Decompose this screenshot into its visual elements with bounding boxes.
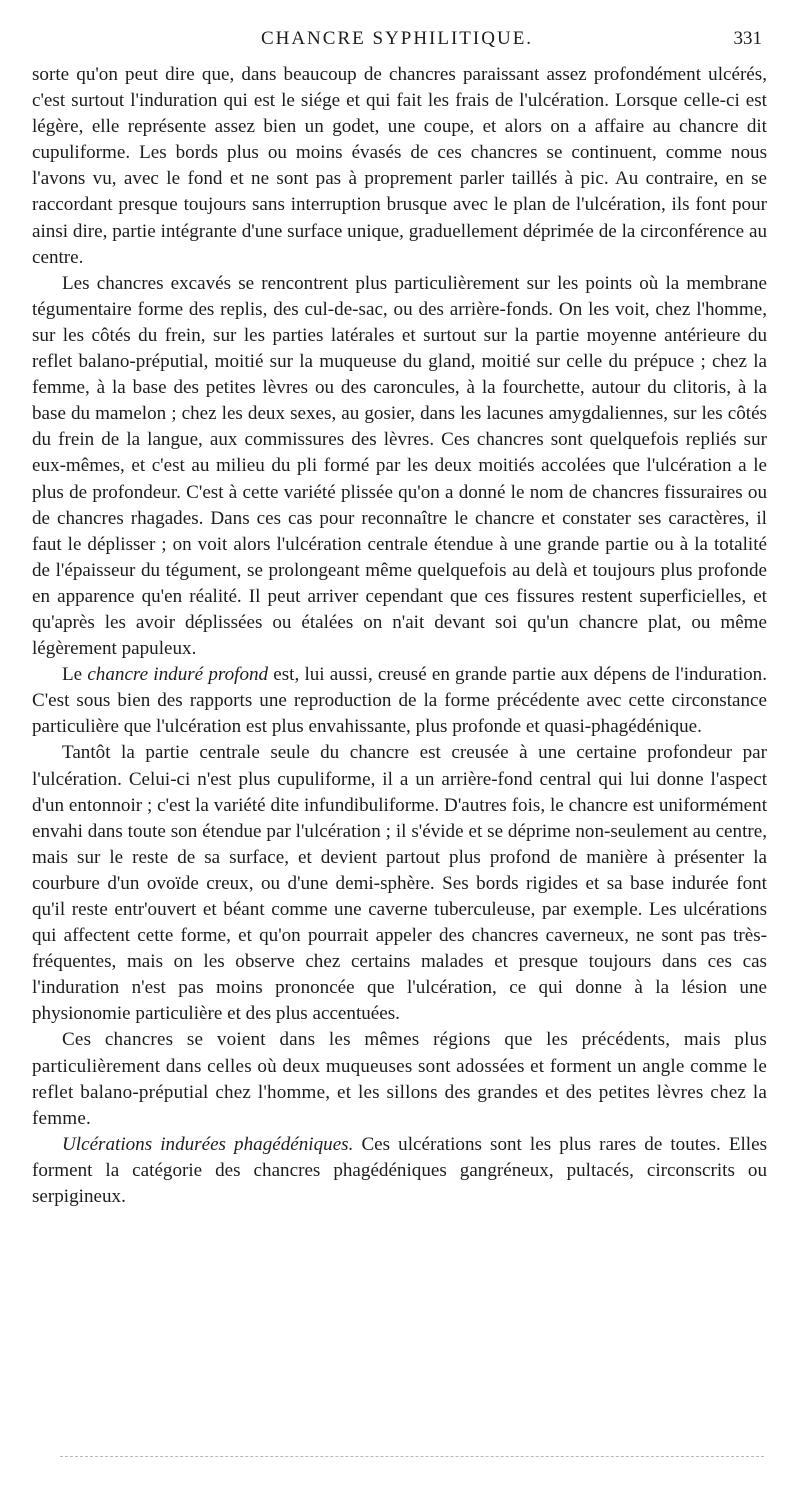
paragraph-ulcerations-phagedeniques	[32, 1132, 767, 1210]
running-head	[32, 28, 762, 58]
section-heading: Ulcérations indurées phagédéniques.	[62, 1133, 354, 1155]
footer-rule	[60, 1456, 764, 1457]
paragraph-lead: Le	[62, 664, 88, 686]
body-text	[32, 62, 767, 1210]
paragraph-chancres-excaves: Les chancres excavés se rencontrent plus particulièrement sur les points où la membrane tégumentaire forme des replis, des cul-de-sac, ou des arrière-fonds. On les voit, chez l'homme, sur les côtés du frein, sur les parties latérales et surtout sur la partie moyenne antérieure du reflet balano-préputial, moitié sur la muqueuse du gland, moitié sur celle du prépuce ; chez la femme, à la base des petites lèvres ou des caroncules, à la fourchette, autour du clitoris, à la base du mamelon ; chez les deux sexes, au gosier, dans les lacunes amygdaliennes, sur les côtés du frein de la langue, aux commissures des lèvres. Ces chancres sont quelquefois repliés sur eux-mêmes, et c'est au milieu du pli formé par les deux moitiés accolées que l'ulcération a le plus de profondeur. C'est à cette variété plissée qu'on a donné le nom de chancres fissuraires ou de chancres rhagades. Dans ces cas pour reconnaître le chancre et constater ses caractères, il faut le déplisser ; on voit alors l'ulcération centrale étendue à une grande partie ou à la totalité de l'épaisseur du tégument, se prolongeant même quelquefois au delà et toujours plus profonde en apparence qu'en réalité. Il peut arriver cependant que ces fissures restent superficielles, et qu'après les avoir déplissées ou étalées on n'ait devant soi qu'un chancre plat, ou même légèrement papuleux.	[32, 272, 767, 660]
paragraph-varietes: Tantôt la partie centrale seule du chancre est creusée à une certaine profondeur par l'ulcération. Celui-ci n'est plus cupuliforme, il a un arrière-fond central qui lui donne l'aspect d'un entonnoir ; c'est la variété dite infundibuliforme. D'autres fois, le chancre est uniformément envahi dans toute son étendue par l'ulcération ; il s'évide et se déprime non-seulement au centre, mais sur le reste de sa surface, et devient partout plus profond de manière à présenter la courbure d'un ovoïde creux, ou d'une demi-sphère. Ses bords rigides et sa base indurée font qu'il reste entr'ouvert et béant comme une caverne tuberculeuse, par exemple. Les ulcérations qui affectent cette forme, et qu'on pourrait appeler des chancres caverneux, ne sont pas très-fréquentes, mais on les observe chez certains malades et presque toujours dans ces cas l'induration n'est pas moins prononcée que l'ulcération, ce qui donne à la lésion une physionomie particulière et des plus accentuées.	[32, 742, 767, 1025]
paragraph-chancre-indure-profond	[32, 662, 767, 740]
running-title: CHANCRE SYPHILITIQUE.	[260, 28, 534, 49]
paragraph-body: est, lui aussi, creusé en grande partie aux dépens de l'induration. C'est sous bien des rapports une reproduction de la forme précédente avec cette circonstance particulière que l'ulcération est plus envahissante, plus profonde et quasi-phagédénique.	[32, 664, 767, 738]
paragraph-regions: Ces chancres se voient dans les mêmes régions que les précédents, mais plus particulièrement dans celles où deux muqueuses sont adossées et forment un angle comme le reflet balano-préputial chez l'homme, et les sillons des grandes et des petites lèvres chez la femme.	[32, 1029, 767, 1129]
emphasized-term: chancre induré profond	[87, 664, 269, 686]
paragraph-body: Ces ulcérations sont les plus rares de toutes. Elles forment la catégorie des chancres phagédéniques gangréneux, pultacés, circonscrits ou serpigineux.	[32, 1133, 768, 1208]
paragraph-continuation: sorte qu'on peut dire que, dans beaucoup de chancres paraissant assez profondément ulcérés, c'est surtout l'induration qui est le siége et qui fait les frais de l'ulcération. Lorsque celle-ci est légère, elle représente assez bien un godet, une coupe, et alors on a affaire au chancre dit cupuliforme. Les bords plus ou moins évasés de ces chancres se continuent, comme nous l'avons vu, avec le fond et ne sont pas à proprement parler taillés à pic. Au contraire, en se raccordant presque toujours sans interruption brusque avec le plan de l'ulcération, ils font pour ainsi dire, partie intégrante d'une surface unique, graduellement déprimée de la circonférence au centre.	[32, 64, 767, 268]
page-number: 331	[733, 28, 762, 49]
